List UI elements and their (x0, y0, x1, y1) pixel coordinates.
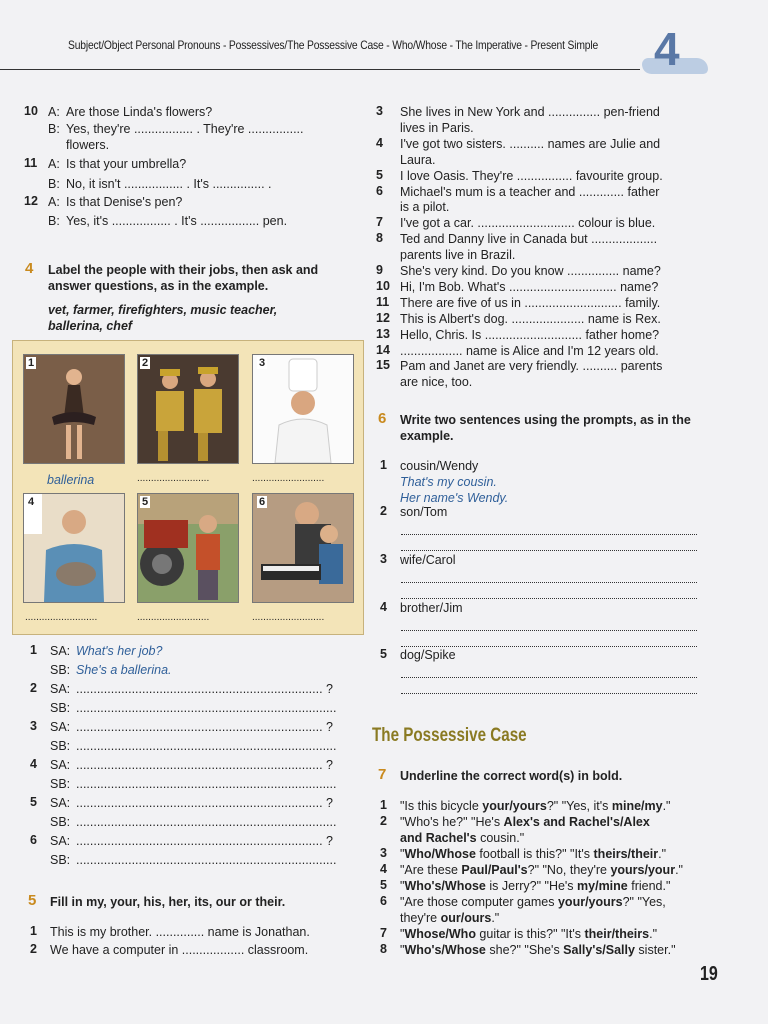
ex5-item-text[interactable]: Ted and Danny live in Canada but ................... (400, 232, 658, 247)
exercise-6-instruction-1: Write two sentences using the prompts, as in the (400, 413, 691, 427)
ex7-item-text[interactable]: "Who's/Whose is Jerry?" "He's my/mine friend." (400, 879, 671, 893)
exercise-7-number: 7 (378, 766, 387, 783)
sb-label: SB: (50, 739, 71, 753)
ex5-item-number: 2 (30, 942, 37, 956)
photo-3-number: 3 (259, 357, 266, 369)
ex5-item-text[interactable]: This is my brother. .............. name is Jonathan. (50, 925, 310, 939)
label-4-blank[interactable]: .......................... (25, 612, 98, 623)
qa-number: 5 (30, 795, 37, 809)
photo-6-number: 6 (259, 496, 266, 508)
ex5-item-number: 4 (376, 135, 383, 150)
ex5-item-text[interactable]: We have a computer in .................. classroom. (50, 943, 309, 957)
ex6-answer-line[interactable] (401, 693, 697, 694)
speaker-label: A: (48, 105, 60, 119)
unit-number: 4 (654, 23, 680, 75)
ex7-item-text[interactable]: "Who's he?" "He's Alex's and Rachel's/Alex (400, 815, 650, 829)
ex5-item-text[interactable]: I love Oasis. They're ................ favourite group. (400, 168, 663, 183)
ex5-item-number: 8 (376, 231, 383, 246)
exercise-6-instruction-2: example. (400, 429, 454, 443)
ex5-item-number: 10 (376, 278, 390, 293)
ex5-item-text[interactable]: Pam and Janet are very friendly. .......... parents (400, 359, 663, 374)
ex7-item-number: 2 (380, 814, 387, 828)
ex6-answer-line[interactable] (401, 534, 697, 535)
sa-answer[interactable]: ....................................................................... ? (76, 758, 334, 772)
ex7-item-number: 8 (380, 942, 387, 956)
ex6-item-number: 2 (380, 504, 387, 518)
photo-farmer (137, 493, 239, 603)
chef-figure (253, 355, 353, 463)
label-5-blank[interactable]: .......................... (137, 612, 210, 623)
exercise-4-instruction-1: Label the people with their jobs, then ask and (48, 263, 319, 277)
sa-label: SA: (50, 796, 71, 810)
speaker-label: B: (48, 177, 60, 191)
ex5-item-text[interactable]: parents live in Brazil. (400, 248, 516, 263)
ex5-item-text[interactable]: She's very kind. Do you know ............... name? (400, 264, 661, 278)
photo-vet (23, 493, 125, 603)
ex6-prompt: wife/Carol (400, 553, 456, 567)
ex7-item-number: 7 (380, 926, 387, 940)
ex6-answer-line[interactable] (401, 598, 697, 599)
label-1-answer: ballerina (47, 473, 95, 487)
ex5-item-number: 9 (376, 263, 383, 277)
ex5-item-text[interactable]: She lives in New York and ............... pen-friend (400, 105, 660, 119)
exercise-4-instruction-2: answer questions, as in the example. (48, 279, 269, 293)
exercise-5-instruction (50, 894, 285, 910)
ex5-item-number: 7 (376, 215, 383, 230)
qa-number: 3 (30, 719, 37, 733)
qa-number: 2 (30, 681, 37, 695)
sb-answer[interactable]: ........................................................................... (76, 777, 337, 791)
speaker-label: B: (48, 214, 60, 228)
photo-firefighters (137, 354, 239, 464)
ex5-item-text[interactable]: are nice, too. (400, 375, 473, 390)
item-text: Yes, it's ................. . It's ................. pen. (66, 214, 288, 228)
ex6-item-number: 4 (380, 600, 387, 614)
vet-figure (24, 494, 124, 602)
music-teacher-figure (253, 494, 353, 602)
ex6-item-number: 1 (380, 458, 387, 472)
ex5-item-text[interactable]: .................. name is Alice and I'm 12 years old. (400, 343, 659, 358)
ex7-item-text[interactable]: "Are these Paul/Paul's?" "No, they're yours/your." (400, 863, 683, 877)
item-text: flowers. (66, 138, 110, 152)
ex5-item-text[interactable]: Hello, Chris. Is ............................ father home? (400, 327, 660, 342)
photo-5-number: 5 (142, 496, 149, 508)
ex6-answer-line[interactable] (401, 630, 697, 631)
label-6-blank[interactable]: .......................... (252, 612, 325, 623)
photo-2-number: 2 (142, 357, 149, 369)
item-text: Is that your umbrella? (66, 157, 187, 171)
ex6-prompt: dog/Spike (400, 648, 456, 662)
sa-label: SA: (50, 720, 71, 734)
exercise-4-jobs-1: vet, farmer, firefighters, music teacher, (48, 303, 278, 317)
ex7-item-text[interactable]: "Is this bicycle your/yours?" "Yes, it's mine/my." (400, 799, 671, 813)
ex5-item-text[interactable]: Michael's mum is a teacher and ............. father (400, 184, 660, 199)
ex7-item-text[interactable]: they're our/ours." (400, 911, 500, 925)
item-text: Yes, they're ................. . They're ................ (66, 122, 304, 136)
ex5-item-number: 6 (376, 183, 383, 198)
ex6-example-1: That's my cousin. (400, 475, 497, 489)
item-number: 11 (24, 156, 38, 170)
sa-label: SA: (50, 682, 71, 696)
ex5-item-text[interactable]: I've got two sisters. .......... names are Julie and (400, 136, 661, 151)
qa-number: 1 (30, 643, 37, 657)
speaker-label: A: (48, 157, 60, 171)
sb-answer[interactable]: ........................................................................... (76, 701, 337, 715)
ex7-item-text[interactable]: "Whose/Who guitar is this?" "It's their/theirs." (400, 927, 658, 941)
sa-answer: What's her job? (76, 644, 163, 658)
photo-ballerina (23, 354, 125, 464)
photo-chef (252, 354, 354, 464)
farmer-figure (138, 494, 238, 602)
ex5-item-text[interactable]: Hi, I'm Bob. What's ............................... name? (400, 279, 659, 294)
ex5-item-number: 13 (376, 326, 390, 341)
exercise-5-instruction-text: Fill in my, your, his, her, its, our or their. (50, 895, 286, 909)
ex7-item-number: 3 (380, 846, 387, 860)
qa-number: 4 (30, 757, 37, 771)
item-text: Is that Denise's pen? (66, 195, 183, 209)
photo-4-number: 4 (28, 496, 35, 508)
sb-answer[interactable]: ........................................................................... (76, 739, 337, 753)
sb-label: SB: (50, 701, 71, 715)
photo-music-teacher (252, 493, 354, 603)
ex7-item-number: 1 (380, 798, 387, 812)
ex5-item-text[interactable]: lives in Paris. (400, 120, 474, 135)
sb-label: SB: (50, 853, 71, 867)
ex6-prompt: brother/Jim (400, 601, 463, 615)
ex6-example-2: Her name's Wendy. (400, 491, 509, 505)
ex7-item-number: 4 (380, 862, 387, 876)
ex5-item-text[interactable]: This is Albert's dog. ..................... name is Rex. (400, 311, 661, 326)
ex6-item-number: 3 (380, 552, 387, 566)
sa-answer[interactable]: ....................................................................... ? (76, 834, 334, 848)
exercise-7-instruction: Underline the correct word(s) in bold. (400, 769, 623, 783)
item-number: 10 (24, 104, 38, 118)
sa-answer[interactable]: ....................................................................... ? (76, 796, 334, 810)
firefighters-figure (138, 355, 238, 463)
exercise-5-number: 5 (28, 892, 37, 909)
exercise-6-number: 6 (378, 410, 387, 427)
ex5-item-text[interactable]: Laura. (400, 152, 436, 167)
ex6-prompt: cousin/Wendy (400, 459, 479, 473)
qa-number: 6 (30, 833, 37, 847)
sa-label: SA: (50, 834, 71, 848)
sa-answer[interactable]: ....................................................................... ? (76, 682, 334, 696)
ex5-item-number: 1 (30, 924, 37, 938)
sb-answer[interactable]: ........................................................................... (76, 815, 337, 829)
ex5-item-number: 12 (376, 310, 390, 325)
label-3-blank[interactable]: .......................... (252, 473, 325, 484)
speaker-label: A: (48, 195, 60, 209)
ballerina-figure (24, 355, 124, 463)
photo-1-number: 1 (28, 357, 35, 369)
ex5-item-number: 14 (376, 342, 390, 357)
ex5-item-text[interactable]: is a pilot. (400, 200, 450, 215)
sb-label: SB: (50, 815, 71, 829)
unit-badge (642, 23, 712, 78)
label-2-blank[interactable]: .......................... (137, 473, 210, 484)
photo-panel (12, 340, 364, 635)
speaker-label: B: (48, 122, 60, 136)
ex5-item-number: 3 (376, 104, 383, 118)
ex5-item-number: 5 (376, 167, 383, 182)
ex7-item-number: 5 (380, 878, 387, 892)
sb-label: SB: (50, 663, 71, 677)
sa-label: SA: (50, 644, 71, 658)
ex6-answer-line[interactable] (401, 550, 697, 551)
page-number: 19 (700, 963, 718, 985)
sb-answer[interactable]: ........................................................................... (76, 853, 337, 867)
ex5-item-number: 15 (376, 358, 390, 373)
ex7-item-text[interactable]: "Are those computer games your/yours?" "Yes, (400, 895, 666, 909)
header-rule (0, 69, 640, 70)
ex7-item-number: 6 (380, 894, 387, 908)
item-text: Are those Linda's flowers? (66, 105, 213, 119)
ex5-item-text[interactable]: I've got a car. ............................ colour is blue. (400, 216, 656, 231)
ex5-item-number: 11 (376, 294, 390, 309)
sa-answer[interactable]: ....................................................................... ? (76, 720, 334, 734)
ex6-prompt: son/Tom (400, 505, 448, 519)
ex7-item-text[interactable]: and Rachel's cousin." (400, 831, 525, 845)
page-header: Subject/Object Personal Pronouns - Possessives/The Possessive Case - Who/Whose - The Imperative - Present Simple (68, 38, 599, 52)
sb-answer: She's a ballerina. (76, 663, 172, 677)
ex6-answer-line[interactable] (401, 677, 697, 678)
item-text: No, it isn't ................. . It's ............... . (66, 177, 272, 191)
item-number: 12 (24, 194, 38, 208)
exercise-4-number: 4 (25, 260, 34, 277)
exercise-4-jobs-2: ballerina, chef (48, 319, 133, 333)
sa-label: SA: (50, 758, 71, 772)
ex6-answer-line[interactable] (401, 582, 697, 583)
ex7-item-text[interactable]: "Who's/Whose she?" "She's Sally's/Sally sister." (400, 943, 676, 957)
ex6-item-number: 5 (380, 647, 387, 661)
ex5-item-text[interactable]: There are five of us in ............................ family. (400, 295, 661, 310)
sb-label: SB: (50, 777, 71, 791)
ex7-item-text[interactable]: "Who/Whose football is this?" "It's theirs/their." (400, 847, 667, 861)
section-title: The Possessive Case (372, 725, 527, 746)
